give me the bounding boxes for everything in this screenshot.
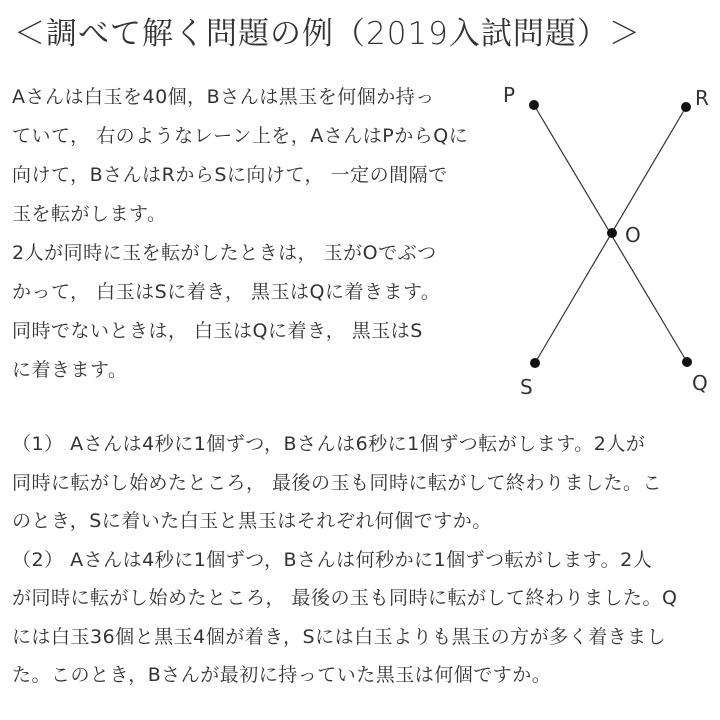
problem-statement <box>12 78 482 390</box>
statement-line: 玉を転がします。 <box>12 203 167 225</box>
statement-line: 向けて，BさんはRからSに向けて， 一定の間隔で <box>12 164 448 186</box>
statement-line: 同時でないときは， 白玉はQに着き， 黒玉はS <box>12 320 423 342</box>
page-title: ＜調べて解く問題の例（2019入試問題）＞ <box>14 16 641 52</box>
label-p: P <box>503 83 516 107</box>
lane-diagram <box>490 70 720 410</box>
questions <box>12 425 712 695</box>
question-line: た。このとき，Bさんが最初に持っていた黒玉は何個ですか。 <box>12 664 552 686</box>
statement-line: ていて， 右のようなレーン上を，AさんはPからQに <box>12 125 469 147</box>
statement-line: に着きます。 <box>12 359 128 381</box>
point-p <box>529 100 539 110</box>
point-q <box>682 357 692 367</box>
point-o <box>607 228 617 238</box>
label-s: S <box>520 375 533 399</box>
question-line: （1） Aさんは4秒に1個ずつ，Bさんは6秒に1個ずつ転がします。2人が <box>12 433 646 455</box>
question-line: には白玉36個と黒玉4個が着き，Sには白玉よりも黒玉の方が多く着きまし <box>12 625 667 648</box>
statement-line: Aさんは白玉を40個，Bさんは黒玉を何個か持っ <box>12 86 435 108</box>
statement-line: かって， 白玉はSに着き， 黒玉はQに着きます。 <box>12 281 441 303</box>
point-r <box>681 102 691 112</box>
point-s <box>530 358 540 368</box>
label-q: Q <box>692 371 708 395</box>
question-line: （2） Aさんは4秒に1個ずつ，Bさんは何秒かに1個ずつ転がします。2人 <box>12 548 653 571</box>
label-o: O <box>625 223 641 247</box>
question-line: が同時に転がし始めたところ， 最後の玉も同時に転がして終わりました。Q <box>12 587 678 609</box>
statement-line: 2人が同時に玉を転がしたときは， 玉がOでぶつ <box>12 242 437 264</box>
label-r: R <box>695 86 709 110</box>
question-line: 同時に転がし始めたところ， 最後の玉も同時に転がして終わりました。こ <box>12 471 663 494</box>
question-line: のとき，Sに着いた白玉と黒玉はそれぞれ何個ですか。 <box>12 510 492 532</box>
